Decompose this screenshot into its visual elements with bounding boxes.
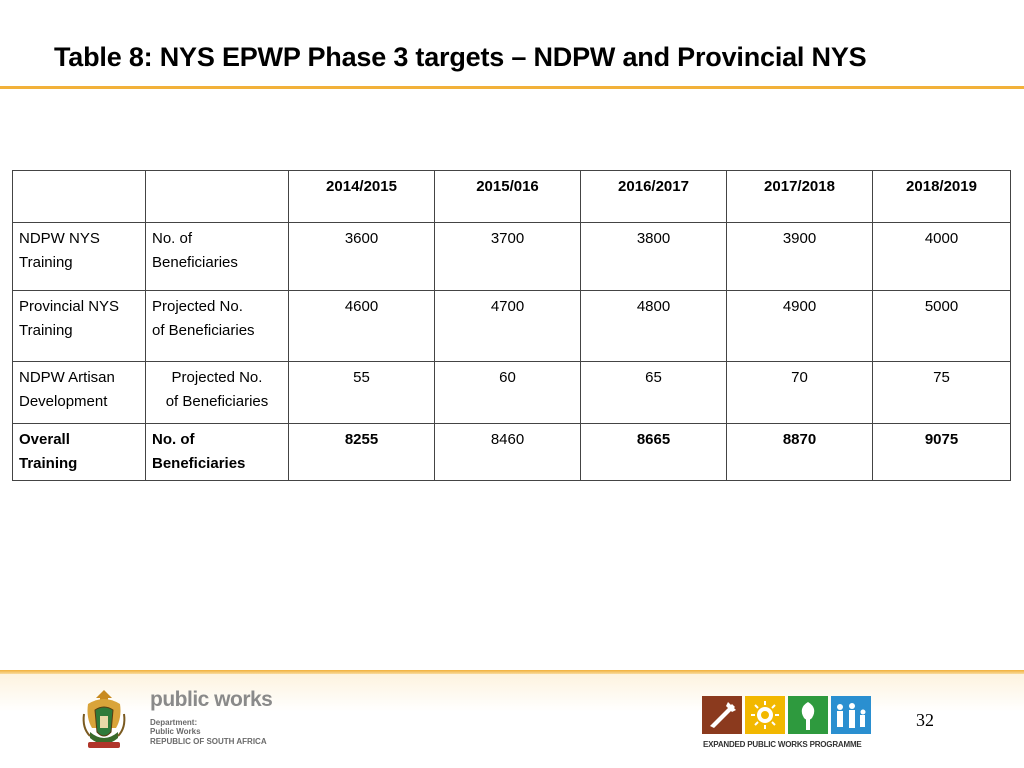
value-cell: 3600 [289,223,435,291]
header-cell: 2018/2019 [873,171,1011,223]
value-cell: 4000 [873,223,1011,291]
program-cell: NDPW Artisan Development [13,362,146,424]
value-cell: 4900 [727,291,873,362]
program-cell: Overall Training [13,424,146,481]
header-cell [146,171,289,223]
value-cell: 8870 [727,424,873,481]
value-cell: 8665 [581,424,727,481]
value-cell: 8255 [289,424,435,481]
table-row [13,223,1011,291]
value-cell: 70 [727,362,873,424]
value-cell: 8460 [435,424,581,481]
table-row [13,291,1011,362]
page-number: 32 [916,710,934,730]
table-row [13,362,1011,424]
value-cell: 5000 [873,291,1011,362]
table-row-total [13,424,1011,481]
header-cell: 2014/2015 [289,171,435,223]
dpw-line: Public Works [150,727,201,736]
value-cell: 60 [435,362,581,424]
title-underline [0,86,1024,89]
header-cell: 2015/016 [435,171,581,223]
dpw-name: public works [150,688,273,711]
header-cell: 2017/2018 [727,171,873,223]
header-cell: 2016/2017 [581,171,727,223]
value-cell: 3700 [435,223,581,291]
value-cell: 9075 [873,424,1011,481]
measure-cell: Projected No. of Beneficiaries [146,291,289,362]
header-cell [13,171,146,223]
dpw-line: Department: [150,718,198,727]
targets-table [12,170,1011,481]
value-cell: 65 [581,362,727,424]
value-cell: 3800 [581,223,727,291]
table-header-row [13,171,1011,223]
measure-cell: No. of Beneficiaries [146,223,289,291]
value-cell: 4600 [289,291,435,362]
value-cell: 4800 [581,291,727,362]
value-cell: 3900 [727,223,873,291]
program-cell: Provincial NYS Training [13,291,146,362]
program-cell: NDPW NYS Training [13,223,146,291]
epwp-logo-icon [702,696,872,736]
dpw-line: REPUBLIC OF SOUTH AFRICA [150,737,267,746]
coat-of-arms-icon [78,684,130,756]
value-cell: 75 [873,362,1011,424]
value-cell: 4700 [435,291,581,362]
measure-cell: No. of Beneficiaries [146,424,289,481]
epwp-caption: EXPANDED PUBLIC WORKS PROGRAMME [703,740,862,749]
measure-cell: Projected No. of Beneficiaries [146,362,289,424]
value-cell: 55 [289,362,435,424]
page-title: Table 8: NYS EPWP Phase 3 targets – NDPW and Provincial NYS [54,42,867,72]
